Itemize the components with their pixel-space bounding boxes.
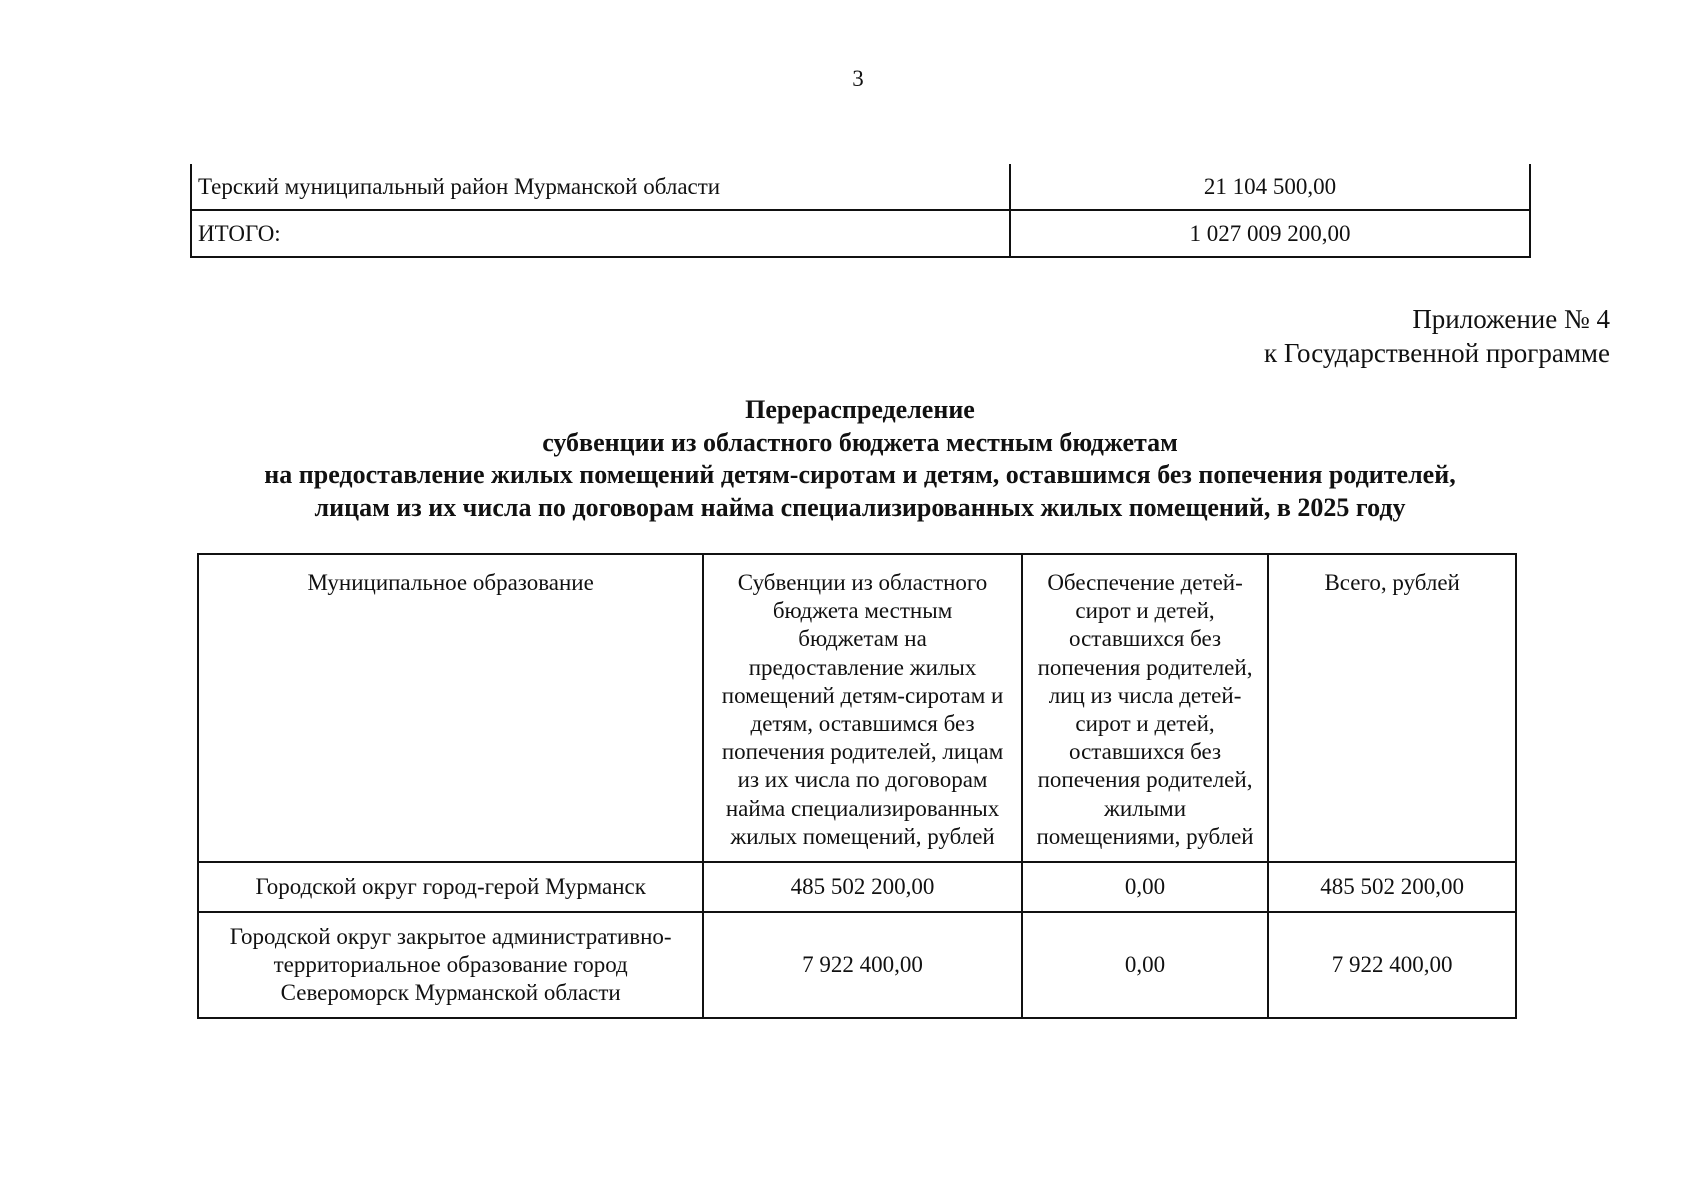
cell-text-line: бюджетам на xyxy=(798,626,927,652)
title-line: Перераспределение xyxy=(745,395,975,424)
cell-text-line: сирот и детей, xyxy=(1075,711,1215,737)
cell-text-line: оставшихся без xyxy=(1069,626,1222,652)
subvention-cell: 7 922 400,00 xyxy=(703,912,1021,1018)
cell-text-line: оставшихся без xyxy=(1069,739,1222,765)
municipality-cell xyxy=(198,912,703,1018)
cell-text-line: попечения родителей, лицам xyxy=(721,739,1004,765)
appendix-reference: к Государственной программе xyxy=(1263,338,1610,368)
cell-text-line: жилых помещений, рублей xyxy=(730,823,995,849)
table-row xyxy=(191,164,1530,210)
cell-text-line: найма специализированных xyxy=(725,795,1000,821)
header-municipality: Муниципальное образование xyxy=(198,554,703,862)
table-row xyxy=(198,912,1516,1018)
subvention-cell: 485 502 200,00 xyxy=(703,862,1021,912)
cell-text-line: жилыми xyxy=(1104,795,1187,821)
cell-text-line: Североморск Мурманской области xyxy=(280,980,621,1006)
title-line: на предоставление жилых помещений детям-сиротам и детям, оставшимся без попечения родителей, xyxy=(264,460,1456,489)
cell-text-line: территориальное образование город xyxy=(273,951,628,977)
document-title xyxy=(150,394,1570,524)
municipality-name-cell: Терский муниципальный район Мурманской области xyxy=(191,164,1010,210)
header-subvention xyxy=(703,554,1021,862)
appendix-number: Приложение № 4 xyxy=(1412,304,1610,334)
page-number: 3 xyxy=(852,66,864,91)
redistribution-table xyxy=(197,553,1517,1019)
cell-text-line: сирот и детей, xyxy=(1075,598,1215,624)
cell-text-line: бюджета местным xyxy=(772,598,953,624)
cell-text-line: помещениями, рублей xyxy=(1036,823,1254,849)
cell-text-line: помещений детям-сиротам и xyxy=(721,682,1004,708)
provision-cell: 0,00 xyxy=(1022,912,1269,1018)
header-total: Всего, рублей xyxy=(1268,554,1516,862)
header-housing-provision xyxy=(1022,554,1269,862)
table-row-total xyxy=(191,210,1530,257)
cell-text-line: из их числа по договорам xyxy=(737,767,988,793)
cell-text-line: Субвенции из областного xyxy=(737,570,988,595)
cell-text-line: предоставление жилых xyxy=(748,654,977,680)
cell-text-line: лиц из числа детей- xyxy=(1048,682,1242,708)
municipality-cell xyxy=(198,862,703,912)
cell-text-line: детям, оставшимся без xyxy=(750,711,975,737)
cell-text-line: Городской округ закрытое административно- xyxy=(229,923,672,949)
amount-cell: 21 104 500,00 xyxy=(1010,164,1530,210)
cell-text-line: попечения родителей, xyxy=(1037,767,1253,793)
cell-text-line: попечения родителей, xyxy=(1037,654,1253,680)
appendix-caption xyxy=(1264,302,1610,370)
total-amount-cell: 1 027 009 200,00 xyxy=(1010,210,1530,257)
total-cell: 7 922 400,00 xyxy=(1268,912,1516,1018)
total-label-cell: ИТОГО: xyxy=(191,210,1010,257)
cell-text-line: Обеспечение детей- xyxy=(1047,570,1243,595)
title-line: субвенции из областного бюджета местным бюджетам xyxy=(542,427,1178,457)
table-row xyxy=(198,862,1516,912)
title-line: лицам из их числа по договорам найма специализированных жилых помещений, в 2025 году xyxy=(314,492,1406,522)
continued-table xyxy=(190,164,1531,258)
cell-text-line: Городской округ город-герой Мурманск xyxy=(255,873,646,899)
table-header-row xyxy=(198,554,1516,862)
total-cell: 485 502 200,00 xyxy=(1268,862,1516,912)
provision-cell: 0,00 xyxy=(1022,862,1269,912)
